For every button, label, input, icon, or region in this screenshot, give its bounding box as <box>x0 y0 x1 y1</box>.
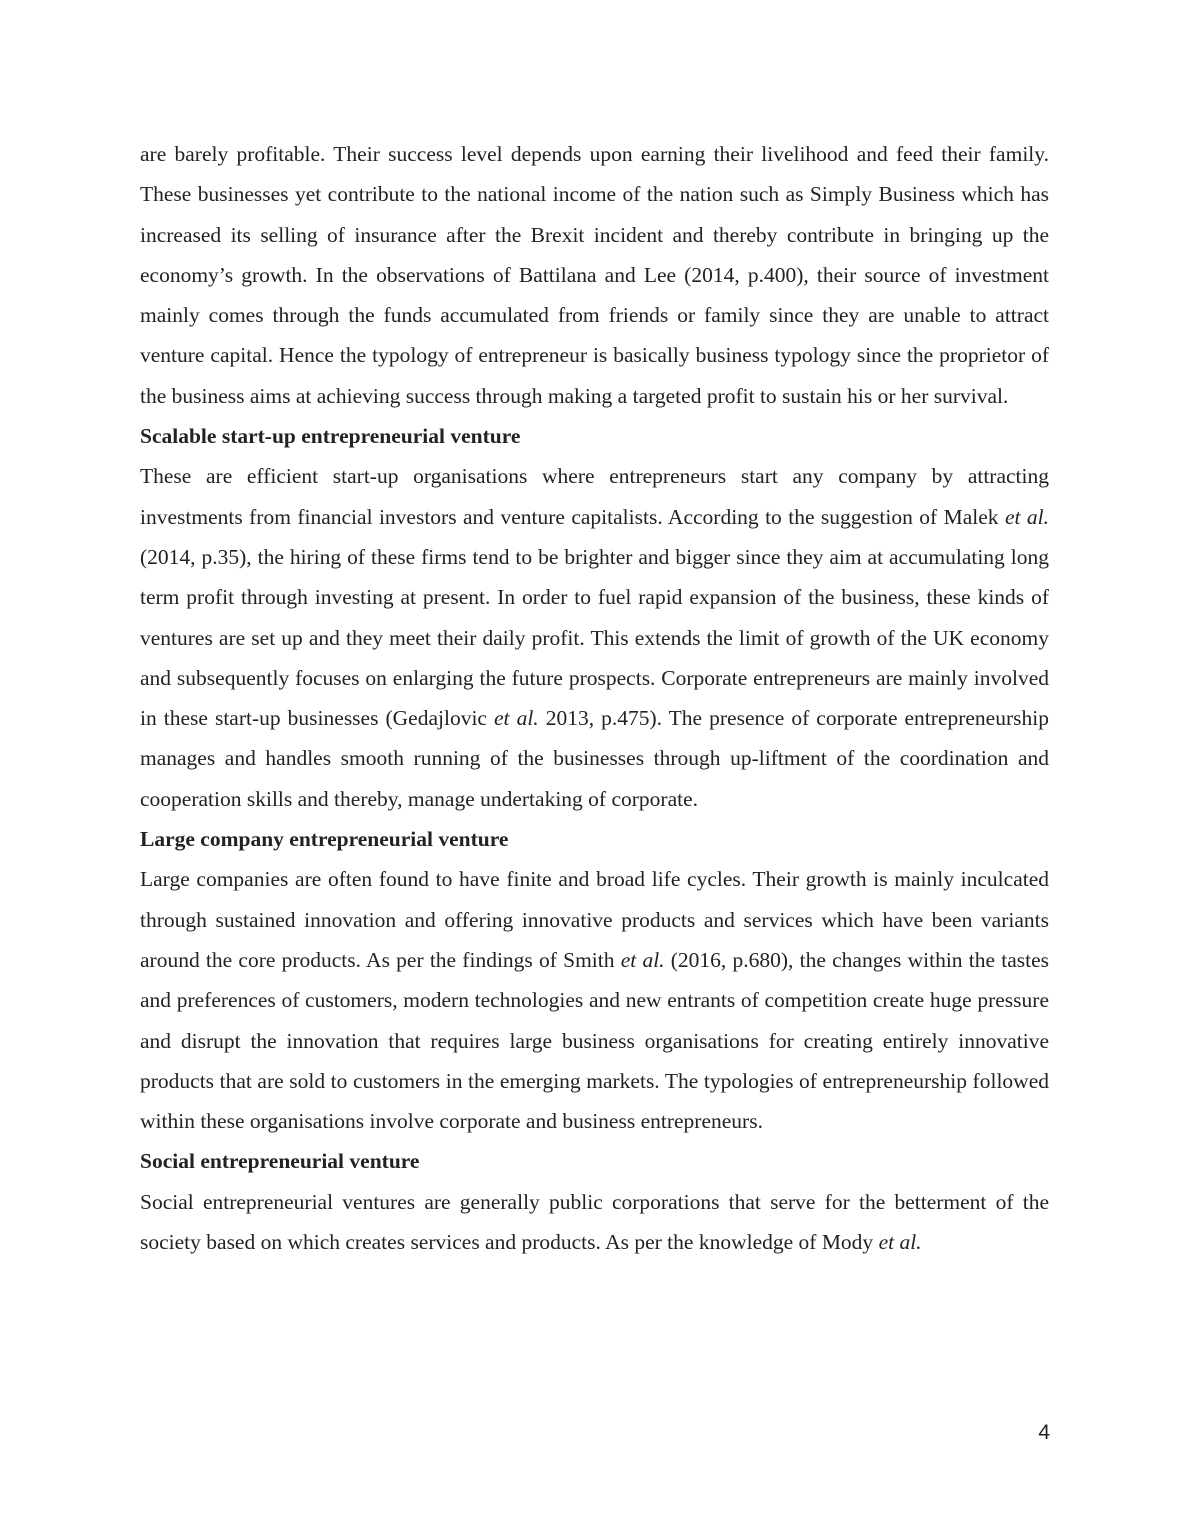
section-heading: Social entrepreneurial venture <box>140 1149 420 1174</box>
text-run: 2013, p.475). The presence of corporate entrepreneurship manages and handles smooth running of the businesses through up-liftment of the coordination and cooperation skills and thereby, manage undertaking of corporate. <box>140 706 1049 811</box>
text-run: (2016, p.680), the changes within the tastes and preferences of customers, modern technologies and new entrants of competition create huge pressure and disrupt the innovation that requires large business organisations for creating entirely innovative products that are sold to customers in the emerging markets. The typologies of entrepreneurship followed within these organisations involve corporate and business entrepreneurs. <box>140 947 1049 1134</box>
page-number: 4 <box>1038 1421 1050 1444</box>
body-paragraph <box>140 859 1049 1141</box>
italic-citation: et al. <box>494 706 539 731</box>
body-paragraph <box>140 456 1049 819</box>
section-heading: Large company entrepreneurial venture <box>140 827 509 852</box>
text-run: Social entrepreneurial ventures are generally public corporations that serve for the betterment of the society based on which creates services and products. As per the knowledge of Mody <box>140 1189 1049 1255</box>
body-paragraph <box>140 1182 1049 1263</box>
italic-citation: et al. <box>878 1230 922 1255</box>
italic-citation: et al. <box>620 947 665 972</box>
body-paragraph <box>140 134 1049 416</box>
document-page <box>140 134 1049 1262</box>
italic-citation: et al. <box>1004 504 1049 529</box>
text-run: Large companies are often found to have finite and broad life cycles. Their growth is mainly inculcated through sustained innovation and offering innovative products and services which have been variants around the core products. As per the findings of Smith <box>140 867 1049 972</box>
text-run: These are efficient start-up organisations where entrepreneurs start any company by attracting investments from financial investors and venture capitalists. According to the suggestion of Malek <box>140 464 1049 529</box>
text-run: are barely profitable. Their success level depends upon earning their livelihood and feed their family. These businesses yet contribute to the national income of the nation such as Simply Business which has increased its selling of insurance after the Brexit incident and thereby contribute in bringing up the economy’s growth. In the observations of Battilana and Lee (2014, p.400), their source of investment mainly comes through the funds accumulated from friends or family since they are unable to attract venture capital. Hence the typology of entrepreneur is basically business typology since the proprietor of the business aims at achieving success through making a targeted profit to sustain his or her survival. <box>140 142 1049 408</box>
section-heading: Scalable start-up entrepreneurial venture <box>140 424 521 449</box>
text-run: (2014, p.35), the hiring of these firms tend to be brighter and bigger since they aim at accumulating long term profit through investing at present. In order to fuel rapid expansion of the business, these kinds of ventures are set up and they meet their daily profit. This extends the limit of growth of the UK economy and subsequently focuses on enlarging the future prospects. Corporate entrepreneurs are mainly involved in these start-up businesses (Gedajlovic <box>140 544 1049 731</box>
